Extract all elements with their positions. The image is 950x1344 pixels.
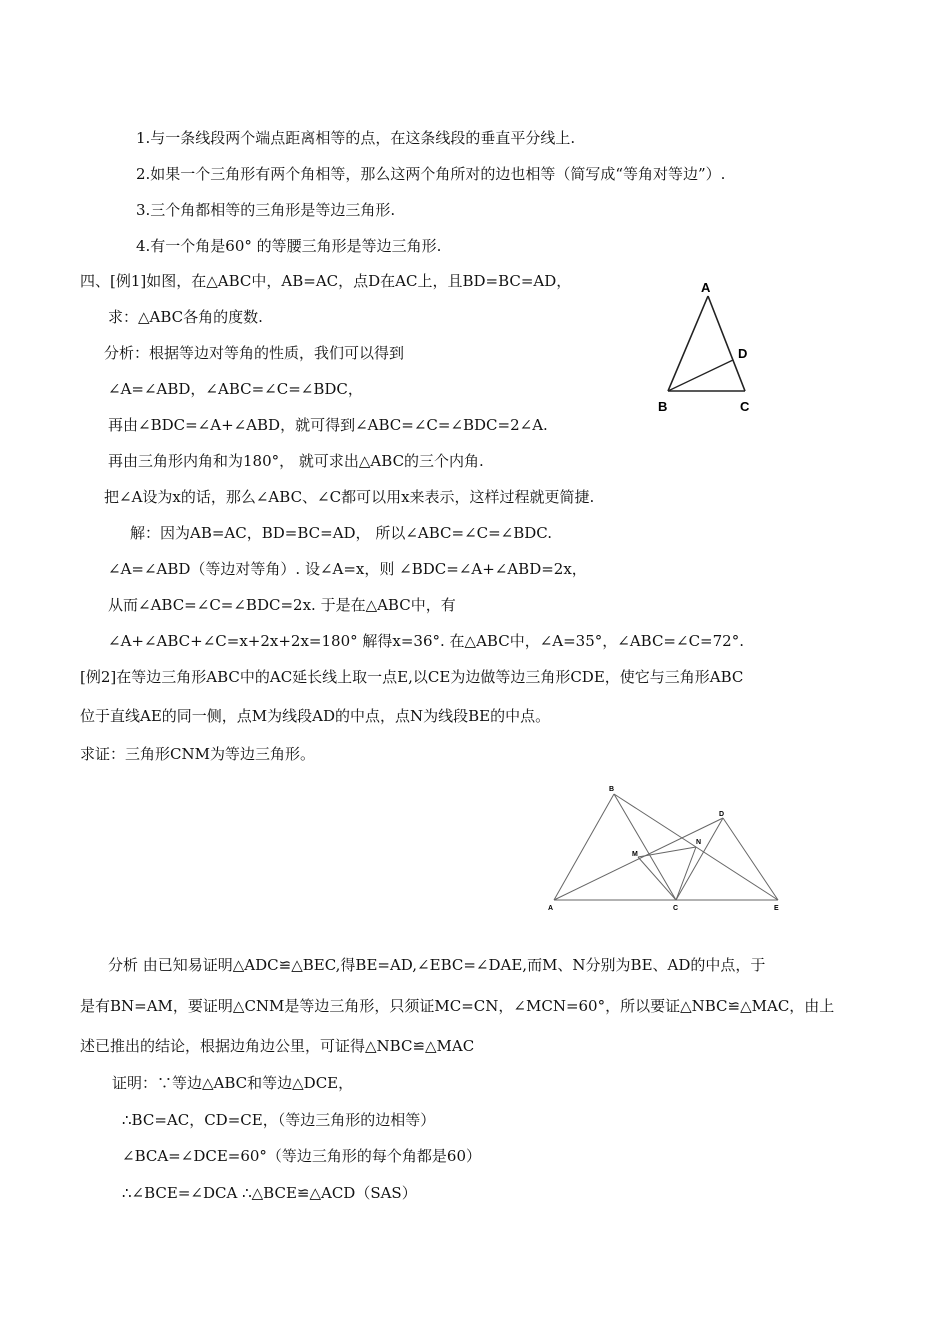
edge-cd [676, 818, 723, 900]
text-line-20: 是有BN=AM，要证明△CNM是等边三角形，只须证MC=CN，∠MCN=60°，所以要证△NBC≌△MAC，由上 [80, 997, 835, 1015]
text-line-12: 解：因为AB=AC，BD=BC=AD， 所以∠ABC=∠C=∠BDC. [130, 524, 553, 542]
label-d: D [719, 811, 725, 818]
label-d: D [738, 346, 748, 361]
edge-nc [676, 847, 696, 900]
text-line-4: 4.有一个角是60° 的等腰三角形是等边三角形. [136, 237, 442, 255]
label-m: M [632, 851, 638, 858]
edge-de [723, 818, 778, 900]
text-line-13: ∠A=∠ABD（等边对等角）. 设∠A=x，则 ∠BDC=∠A+∠ABD=2x， [108, 560, 587, 578]
label-n: N [696, 839, 702, 846]
edge-bd [668, 360, 733, 391]
edge-mc [638, 857, 676, 900]
edge-ab [668, 296, 708, 391]
text-line-10: 再由三角形内角和为180°， 就可求出△ABC的三个内角. [108, 452, 484, 470]
text-line-8: ∠A=∠ABD，∠ABC=∠C=∠BDC， [108, 380, 363, 398]
text-line-23: ∴BC=AC，CD=CE，（等边三角形的边相等） [122, 1111, 436, 1129]
edge-ad [554, 818, 723, 900]
text-line-17: 位于直线AE的同一侧，点M为线段AD的中点，点N为线段BE的中点。 [80, 707, 551, 725]
label-e: E [774, 905, 779, 912]
example2-heading: [例2]在等边三角形ABC中的AC延长线上取一点E,以CE为边做等边三角形CDE，使它与三角形ABC [80, 668, 744, 686]
text-line-14: 从而∠ABC=∠C=∠BDC=2x. 于是在△ABC中，有 [108, 596, 456, 614]
label-b: B [658, 399, 668, 414]
edge-ac [708, 296, 748, 391]
text-line-25: ∴∠BCE=∠DCA ∴△BCE≌△ACD（SAS） [122, 1184, 417, 1202]
figure-triangle-abd [648, 276, 768, 421]
text-line-7: 分析：根据等边对等角的性质，我们可以得到 [104, 344, 405, 362]
text-line-9: 再由∠BDC=∠A+∠ABD，就可得到∠ABC=∠C=∠BDC=2∠A. [108, 416, 548, 434]
label-c: C [740, 399, 750, 414]
text-line-18: 求证：三角形CNM为等边三角形。 [80, 745, 315, 763]
edge-ab [554, 794, 614, 900]
edge-mn [638, 847, 696, 857]
example1-heading: 四、[例1]如图，在△ABC中，AB=AC，点D在AC上，且BD=BC=AD， [80, 272, 572, 290]
text-line-21: 述已推出的结论，根据边角边公里，可证得△NBC≌△MAC [80, 1037, 475, 1055]
text-line-22: 证明：∵等边△ABC和等边△DCE， [112, 1074, 354, 1092]
text-line-6: 求：△ABC各角的度数. [108, 308, 263, 326]
text-line-11: 把∠A设为x的话，那么∠ABC、∠C都可以用x来表示，这样过程就更简捷. [104, 488, 595, 506]
edge-bc [614, 794, 676, 900]
text-line-3: 3.三个角都相等的三角形是等边三角形. [136, 201, 396, 219]
text-line-2: 2.如果一个三角形有两个角相等，那么这两个角所对的边也相等（简写成“等角对等边”）. [136, 165, 726, 183]
figure-two-equilateral-triangles [546, 782, 792, 914]
text-line-15: ∠A+∠ABC+∠C=x+2x+2x=180° 解得x=36°. 在△ABC中，∠A=35°，∠ABC=∠C=72°. [108, 632, 744, 650]
label-a: A [701, 280, 711, 295]
text-line-24: ∠BCA=∠DCE=60°（等边三角形的每个角都是60） [122, 1147, 482, 1165]
label-b: B [609, 786, 615, 793]
text-line-19: 分析 由已知易证明△ADC≌△BEC,得BE=AD,∠EBC=∠DAE,而M、N分别为BE、AD的中点，于 [108, 956, 766, 974]
text-line-1: 1.与一条线段两个端点距离相等的点，在这条线段的垂直平分线上. [136, 129, 576, 147]
label-c: C [673, 905, 679, 912]
label-a: A [548, 905, 554, 912]
